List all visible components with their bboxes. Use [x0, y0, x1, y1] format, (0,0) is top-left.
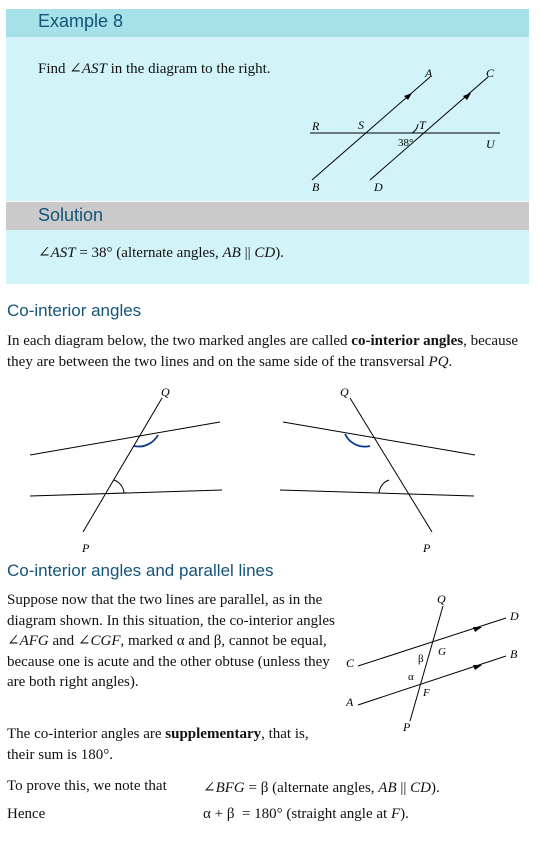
label-b: B [312, 180, 320, 194]
line-ab [358, 656, 506, 705]
solution-title: Solution [38, 205, 104, 225]
co-interior-diagrams [0, 380, 539, 555]
angle-mark [412, 124, 418, 133]
co-interior-paragraph: In each diagram below, the two marked angles are called co-interior angles, because they are between the two lines and on the same side of the transversal PQ. [7, 333, 519, 370]
example-problem: Find ∠AST in the diagram to the right. [38, 61, 271, 77]
label-q-right: Q [340, 385, 349, 399]
label-p: P [403, 720, 411, 734]
label-u: U [486, 137, 495, 151]
label-q-left: Q [161, 385, 170, 399]
label-c: C [486, 66, 495, 80]
label-g: G [438, 646, 446, 658]
supplementary-paragraph: The co-interior angles are supplementary, that is, their sum is 180°. [7, 726, 309, 763]
angle-label: 38° [398, 137, 414, 149]
parallel-section-title: Co-interior angles and parallel lines [7, 561, 274, 580]
line-pq [410, 606, 443, 721]
label-q: Q [437, 592, 446, 606]
proof-line1-statement: ∠BFG = β (alternate angles, AB || CD). [203, 780, 440, 796]
label-t: T [419, 118, 426, 132]
parallel-paragraph: Suppose now that the two lines are parallel, as in the diagram shown. In this situation, the co-interior angles ∠AFG and ∠CGF, marked α and β, cannot be equal, because one is acute and the other obtuse (unless they are both right angles). [7, 592, 335, 691]
label-c: C [346, 656, 355, 670]
proof-line1-lead: To prove this, we note that [7, 778, 167, 794]
label-d: D [374, 180, 383, 194]
acute-angle-mark-right [379, 480, 389, 493]
label-p-left: P [82, 541, 90, 555]
label-beta: β [418, 653, 424, 665]
solution-text: ∠AST = 38° (alternate angles, AB || CD). [38, 245, 284, 261]
co-interior-diagram-right [280, 385, 475, 555]
label-s: S [358, 118, 364, 132]
arrow-ab [473, 665, 482, 670]
co-interior-diagram-left [30, 385, 222, 555]
proof-line2-statement: α + β = 180° (straight angle at F). [203, 806, 409, 822]
label-f: F [423, 687, 430, 699]
acute-angle-mark [114, 480, 124, 493]
parallel-lines-diagram [300, 60, 520, 200]
label-p-right: P [423, 541, 431, 555]
label-d: D [510, 609, 519, 623]
example-title: Example 8 [38, 11, 124, 31]
proof-line2-lead: Hence [7, 806, 46, 822]
label-r: R [312, 119, 320, 133]
line-dc [370, 77, 488, 180]
co-interior-title: Co-interior angles [7, 301, 142, 320]
label-alpha: α [408, 671, 414, 683]
line-cd [358, 618, 506, 666]
label-b: B [510, 647, 518, 661]
parallel-lines-cointerior-diagram [330, 588, 530, 738]
label-a: A [425, 66, 433, 80]
label-a: A [346, 695, 354, 709]
line-ba [312, 77, 430, 180]
arrow-cd [473, 627, 482, 632]
arrow-cd [463, 93, 471, 100]
